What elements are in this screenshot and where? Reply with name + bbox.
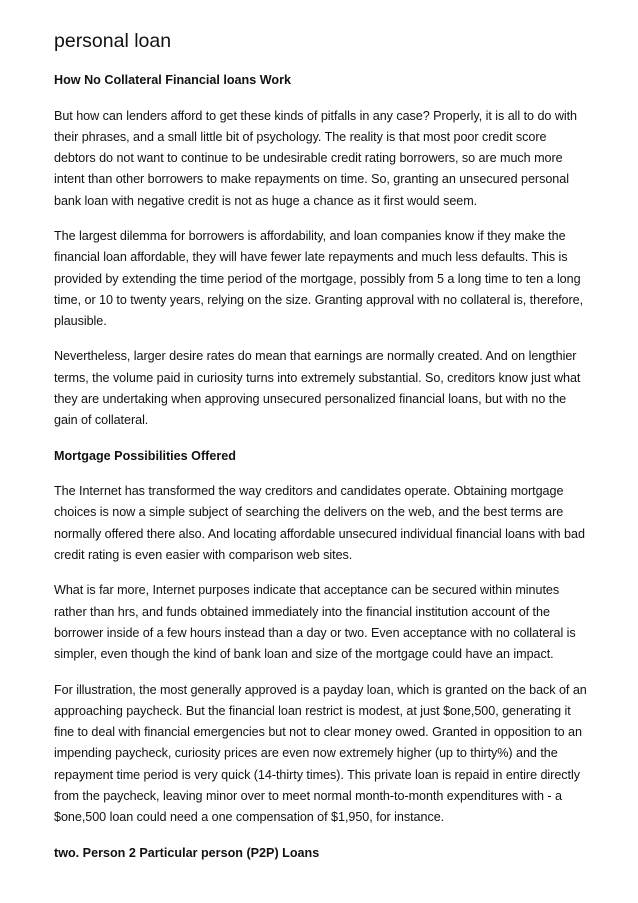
paragraph-interest-rates: Nevertheless, larger desire rates do mean that earnings are normally created. And on lengthier terms, the volume paid in curiosity turns into extremely substantial. So, creditors know just what they are undertaking when approving unsecured personalized financial loans, but with no the gain of collateral. [54,349,581,428]
paragraph-lender-psychology: But how can lenders afford to get these kinds of pitfalls in any case? Properly, it is all to do with their phrases, and a small little bit of psychology. The reality is that most poor credit score debtors do not want to continue to be undesirable credit rating borrowers, so are much more intent than other borrowers to make repayments on time. So, granting an unsecured personal bank loan with negative credit is not as huge a chance as it first would seem. [54,108,578,208]
paragraph-internet-applications: What is far more, Internet purposes indicate that acceptance can be secured within minutes rather than hrs, and funds obtained immediately into the financial institution account of the borrower inside of a few hours instead than a day or two. Even acceptance with no collateral is simpler, even though the kind of bank loan and size of the mortgage could have an impact. [54,583,576,662]
document-page [54,28,590,878]
section-heading-no-collateral: How No Collateral Financial loans Work [54,73,291,87]
section-heading-p2p-loans: two. Person 2 Particular person (P2P) Loans [54,845,320,860]
paragraph-internet-transformed: The Internet has transformed the way creditors and candidates operate. Obtaining mortgage choices is now a simple subject of searching the delivers on the web, and the best terms are normally offered there also. And locating affordable unsecured individual financial loans with bad credit rating is even easier with comparison web sites. [54,484,585,563]
paragraph-payday-loan: For illustration, the most generally approved is a payday loan, which is granted on the back of an approaching paycheck. But the financial loan restrict is modest, at just $one,500, generating it fine to deal with financial emergencies but not to clear money owed. Granted in opposition to an impending paycheck, curiosity prices are even now extremely higher (up to thirty%) and the repayment time period is very quick (14-thirty times). This private loan is repaid in entire directly from the paycheck, leaving minor over to meet normal month-to-month expenditures with - a $one,500 loan could need a one compensation of $1,950, for instance. [54,682,587,825]
section-heading-mortgage-possibilities: Mortgage Possibilities Offered [54,448,236,463]
document-title: personal loan [54,30,172,52]
paragraph-affordability: The largest dilemma for borrowers is affordability, and loan companies know if they make the financial loan affordable, they will have fewer late repayments and much less defaults. This is provided by extending the time period of the mortgage, possibly from 5 a long time to ten a long time, or 10 to twenty years, relying on the size. Granting approval with no collateral is, therefore, plausible. [54,228,584,329]
